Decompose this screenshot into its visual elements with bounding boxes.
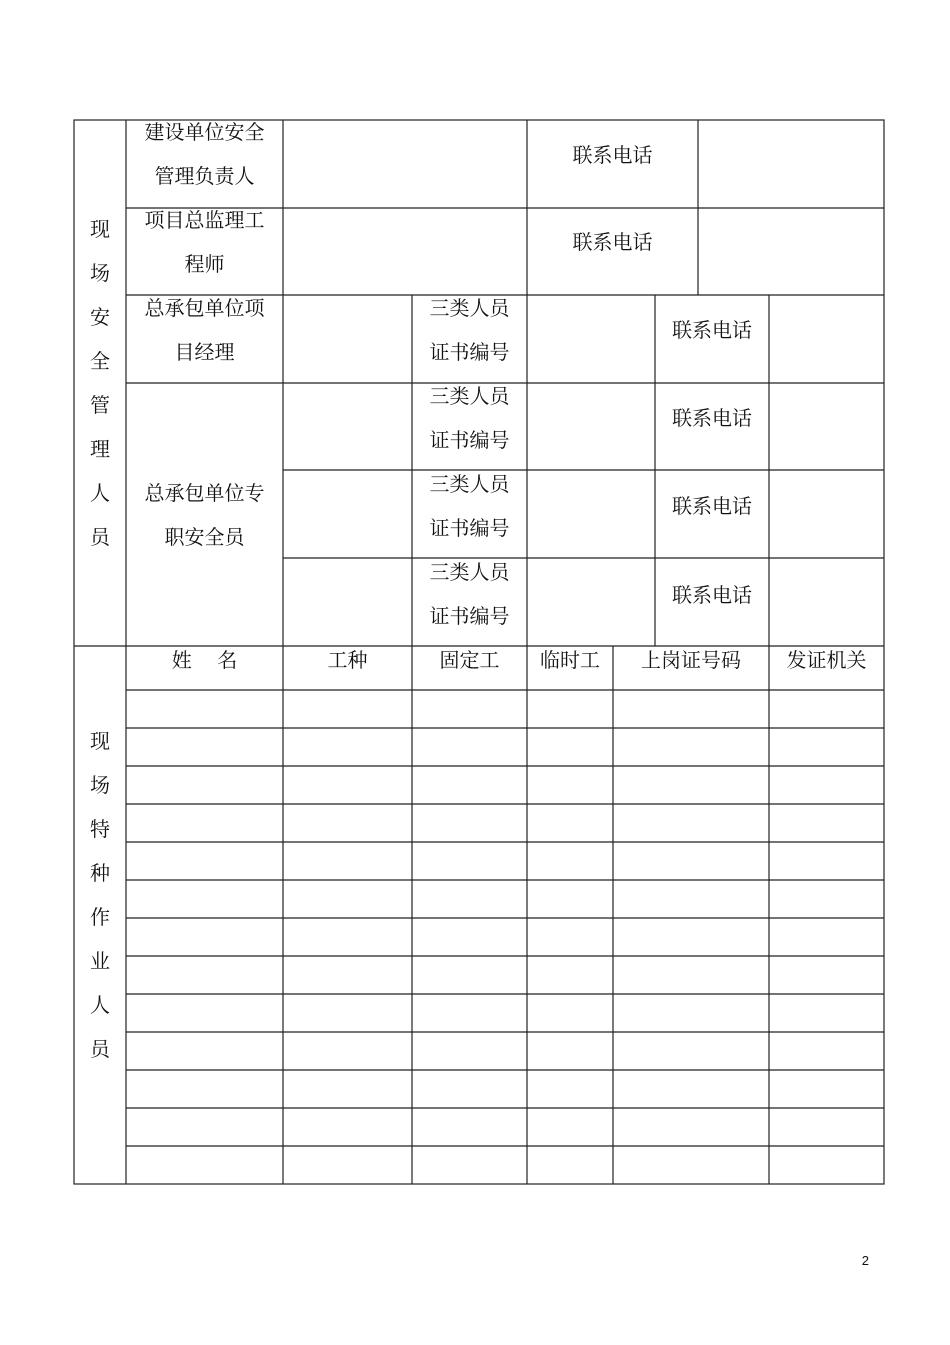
table-cell-issuing-authority[interactable] — [769, 880, 884, 918]
table-cell-issuing-authority[interactable] — [769, 728, 884, 766]
table-cell-permit-number[interactable] — [613, 1070, 769, 1108]
field-cert-number-3[interactable] — [527, 470, 655, 558]
table-cell-permanent[interactable] — [412, 766, 527, 804]
table-cell-temporary[interactable] — [527, 766, 613, 804]
table-cell-job-type[interactable] — [283, 690, 412, 728]
table-cell-issuing-authority[interactable] — [769, 766, 884, 804]
table-cell-issuing-authority[interactable] — [769, 994, 884, 1032]
field-contact-phone-2[interactable] — [698, 208, 884, 295]
field-builder-safety-manager[interactable] — [283, 120, 527, 208]
table-cell-issuing-authority[interactable] — [769, 804, 884, 842]
field-safety-officer-3[interactable] — [283, 558, 412, 646]
page-number: 2 — [861, 1253, 869, 1268]
table-cell-issuing-authority[interactable] — [769, 690, 884, 728]
table-cell-permit-number[interactable] — [613, 690, 769, 728]
label-contact-phone-2: 联系电话 — [572, 230, 653, 254]
field-cert-number-2[interactable] — [527, 383, 655, 470]
table-cell-job-type[interactable] — [283, 880, 412, 918]
field-contact-phone-4[interactable] — [769, 383, 884, 470]
field-contractor-project-manager[interactable] — [283, 295, 412, 383]
table-cell-permit-number[interactable] — [613, 1032, 769, 1070]
table-cell-job-type[interactable] — [283, 842, 412, 880]
table-cell-issuing-authority[interactable] — [769, 842, 884, 880]
field-safety-officer-1[interactable] — [283, 383, 412, 470]
table-cell-permanent[interactable] — [412, 994, 527, 1032]
table-cell-temporary[interactable] — [527, 1032, 613, 1070]
table-cell-permanent[interactable] — [412, 728, 527, 766]
table-cell-name[interactable] — [126, 842, 283, 880]
field-cert-number-1[interactable] — [527, 295, 655, 383]
table-cell-job-type[interactable] — [283, 728, 412, 766]
table-cell-permit-number[interactable] — [613, 918, 769, 956]
table-cell-temporary[interactable] — [527, 1108, 613, 1146]
table-cell-name[interactable] — [126, 690, 283, 728]
table-cell-name[interactable] — [126, 956, 283, 994]
table-cell-job-type[interactable] — [283, 766, 412, 804]
table-cell-name[interactable] — [126, 880, 283, 918]
table-cell-name[interactable] — [126, 918, 283, 956]
table-cell-temporary[interactable] — [527, 804, 613, 842]
table-cell-permanent[interactable] — [412, 1108, 527, 1146]
table-cell-job-type[interactable] — [283, 1108, 412, 1146]
header-work-permit-number: 上岗证号码 — [641, 648, 741, 672]
table-cell-permit-number[interactable] — [613, 1146, 769, 1184]
table-cell-permanent[interactable] — [412, 804, 527, 842]
table-cell-issuing-authority[interactable] — [769, 1070, 884, 1108]
table-cell-permanent[interactable] — [412, 842, 527, 880]
label-contractor-safety-officer: 总承包单位专 职安全员 — [144, 480, 265, 549]
section-label-site-safety-management: 现 场 安 全 管 理 人 员 — [90, 217, 110, 549]
label-contact-phone-3: 联系电话 — [672, 318, 752, 342]
table-cell-temporary[interactable] — [527, 880, 613, 918]
table-cell-permit-number[interactable] — [613, 994, 769, 1032]
table-cell-permit-number[interactable] — [613, 880, 769, 918]
table-cell-name[interactable] — [126, 766, 283, 804]
table-cell-name[interactable] — [126, 728, 283, 766]
label-cert-number-1: 三类人员 证书编号 — [429, 296, 510, 364]
header-temporary-worker: 临时工 — [540, 648, 600, 672]
table-cell-issuing-authority[interactable] — [769, 918, 884, 956]
table-cell-permit-number[interactable] — [613, 728, 769, 766]
table-cell-temporary[interactable] — [527, 842, 613, 880]
label-contact-phone-1: 联系电话 — [572, 143, 653, 167]
table-cell-permit-number[interactable] — [613, 804, 769, 842]
field-contact-phone-6[interactable] — [769, 558, 884, 646]
table-cell-temporary[interactable] — [527, 690, 613, 728]
table-cell-issuing-authority[interactable] — [769, 956, 884, 994]
label-contractor-project-manager: 总承包单位项 目经理 — [144, 296, 265, 364]
section-label-special-operations-staff: 现 场 特 种 作 业 人 员 — [90, 729, 110, 1061]
table-cell-permit-number[interactable] — [613, 766, 769, 804]
label-contact-phone-6: 联系电话 — [672, 583, 752, 607]
table-cell-permanent[interactable] — [412, 690, 527, 728]
field-chief-supervision-engineer[interactable] — [283, 208, 527, 295]
field-contact-phone-3[interactable] — [769, 295, 884, 383]
field-safety-officer-2[interactable] — [283, 470, 412, 558]
label-cert-number-2: 三类人员 证书编号 — [429, 384, 510, 452]
field-cert-number-4[interactable] — [527, 558, 655, 646]
table-cell-name[interactable] — [126, 804, 283, 842]
table-cell-job-type[interactable] — [283, 804, 412, 842]
table-cell-permanent[interactable] — [412, 1070, 527, 1108]
table-cell-permanent[interactable] — [412, 1146, 527, 1184]
table-cell-permit-number[interactable] — [613, 1108, 769, 1146]
table-cell-temporary[interactable] — [527, 994, 613, 1032]
field-contact-phone-5[interactable] — [769, 470, 884, 558]
label-cert-number-4: 三类人员 证书编号 — [429, 560, 510, 628]
label-builder-safety-manager: 建设单位安全 管理负责人 — [144, 120, 265, 188]
table-cell-issuing-authority[interactable] — [769, 1108, 884, 1146]
table-cell-job-type[interactable] — [283, 1032, 412, 1070]
header-name: 姓 名 — [171, 648, 238, 672]
header-job-type: 工种 — [327, 648, 368, 672]
table-cell-job-type[interactable] — [283, 1146, 412, 1184]
table-cell-name[interactable] — [126, 1108, 283, 1146]
table-cell-issuing-authority[interactable] — [769, 1032, 884, 1070]
table-cell-permanent[interactable] — [412, 880, 527, 918]
table-cell-permit-number[interactable] — [613, 956, 769, 994]
table-cell-temporary[interactable] — [527, 956, 613, 994]
table-cell-name[interactable] — [126, 1070, 283, 1108]
table-cell-job-type[interactable] — [283, 956, 412, 994]
table-cell-job-type[interactable] — [283, 918, 412, 956]
header-permanent-worker: 固定工 — [439, 648, 500, 672]
table-cell-job-type[interactable] — [283, 994, 412, 1032]
table-cell-name[interactable] — [126, 1032, 283, 1070]
table-cell-temporary[interactable] — [527, 1146, 613, 1184]
table-cell-issuing-authority[interactable] — [769, 1146, 884, 1184]
label-contact-phone-4: 联系电话 — [672, 406, 752, 430]
table-cell-temporary[interactable] — [527, 1070, 613, 1108]
label-chief-supervision-engineer: 项目总监理工 程师 — [144, 208, 265, 276]
table-cell-name[interactable] — [126, 994, 283, 1032]
table-cell-temporary[interactable] — [527, 918, 613, 956]
table-cell-permit-number[interactable] — [613, 842, 769, 880]
label-contact-phone-5: 联系电话 — [672, 494, 752, 518]
table-cell-name[interactable] — [126, 1146, 283, 1184]
table-cell-permanent[interactable] — [412, 1032, 527, 1070]
field-contact-phone-1[interactable] — [698, 120, 884, 208]
table-cell-temporary[interactable] — [527, 728, 613, 766]
label-cert-number-3: 三类人员 证书编号 — [429, 472, 510, 540]
table-cell-permanent[interactable] — [412, 918, 527, 956]
table-cell-job-type[interactable] — [283, 1070, 412, 1108]
header-issuing-authority: 发证机关 — [786, 648, 867, 672]
table-cell-permanent[interactable] — [412, 956, 527, 994]
